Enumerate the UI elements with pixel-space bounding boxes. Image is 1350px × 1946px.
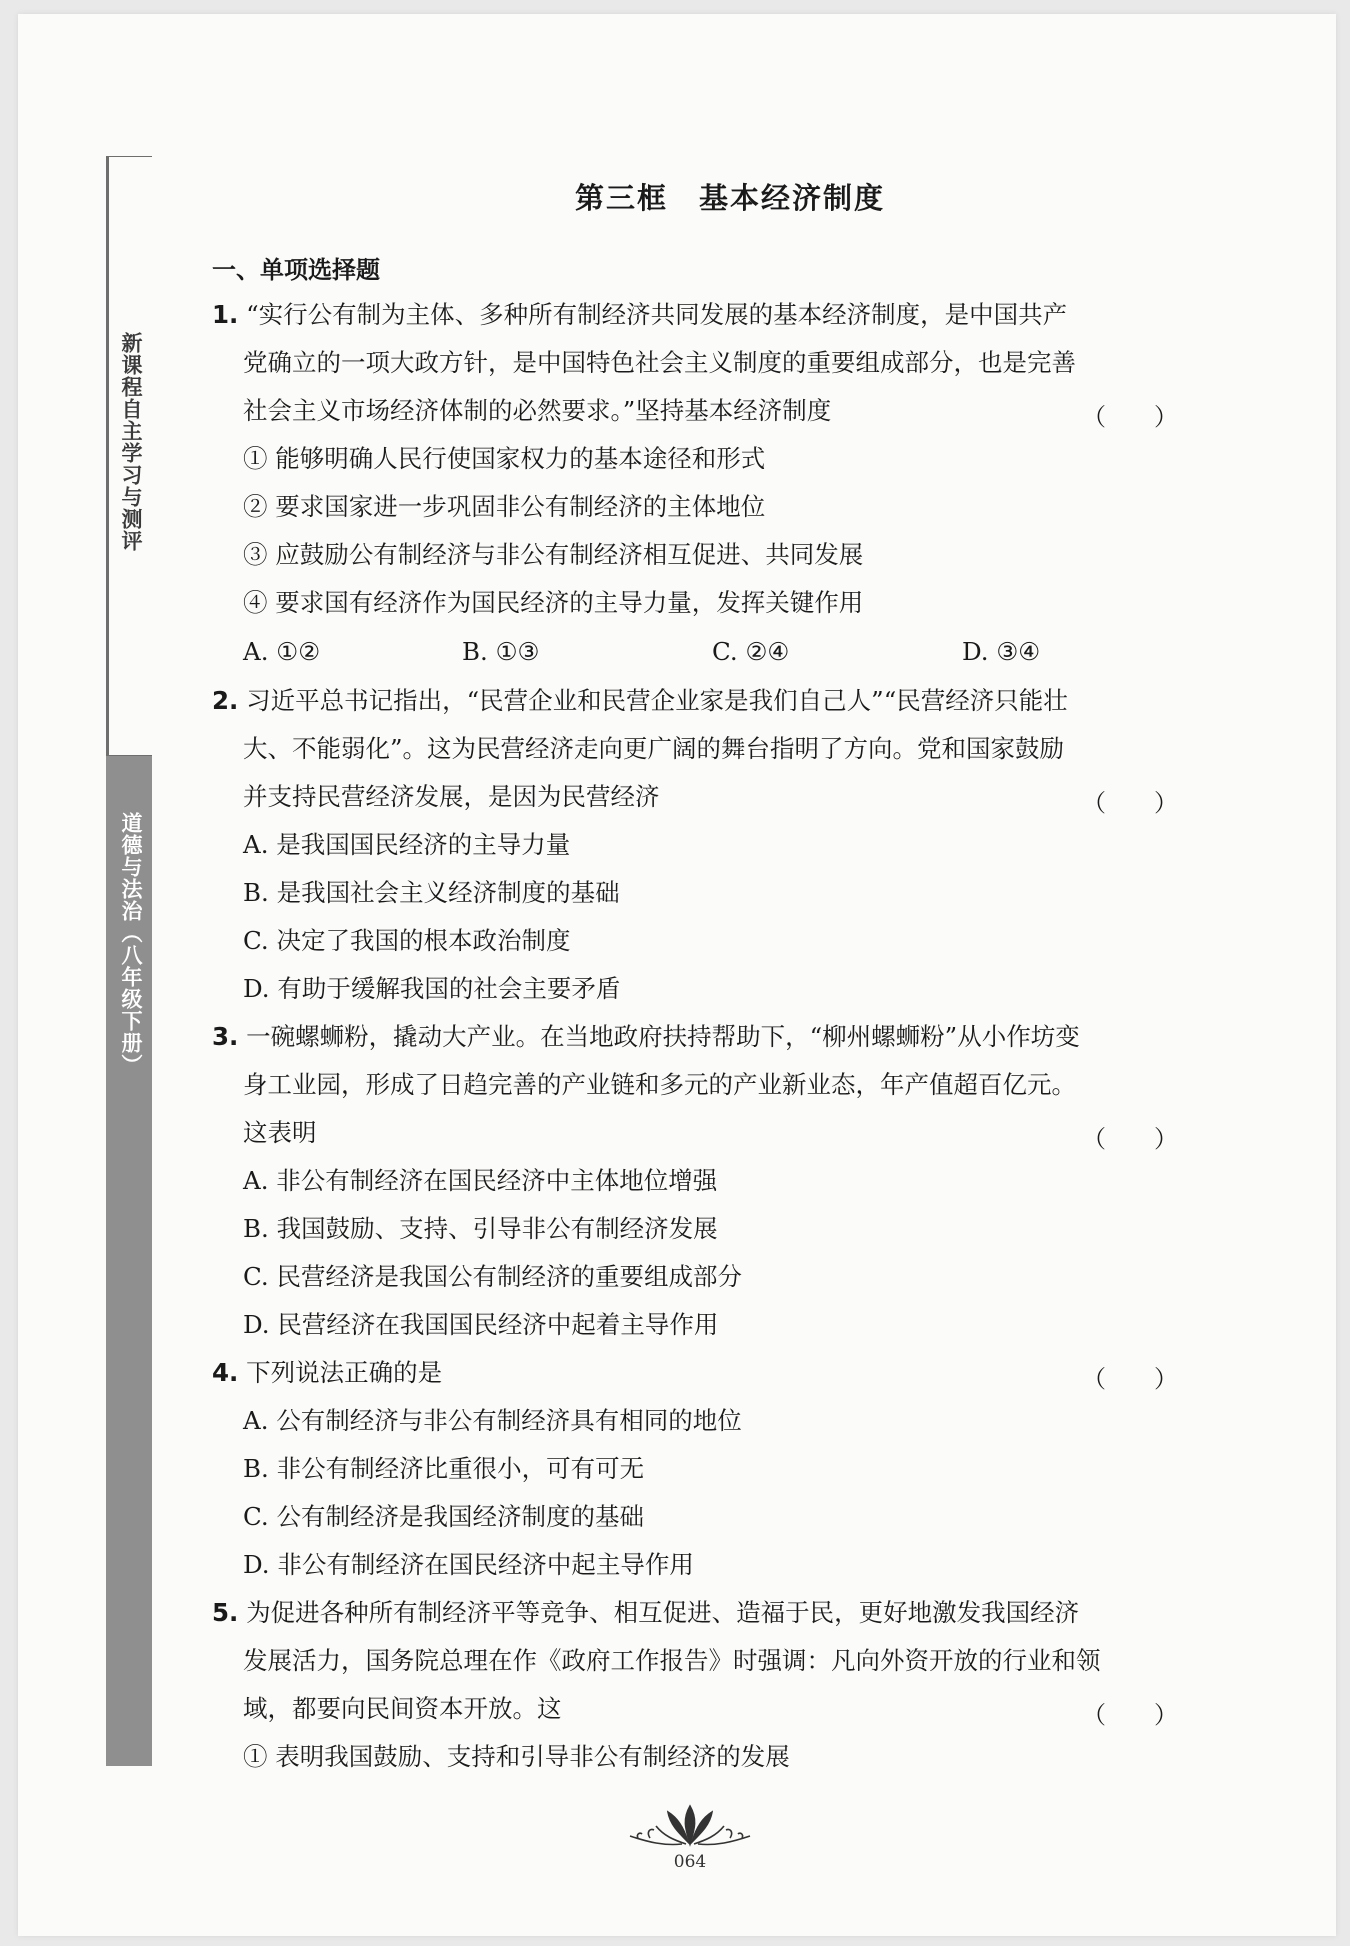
question-5-line-3: 域，都要向民间资本开放。这	[243, 1694, 562, 1723]
question-2-line-3: 并支持民营经济发展，是因为民营经济	[243, 782, 660, 811]
floral-ornament-icon	[620, 1800, 760, 1850]
question-1-number: 1.	[212, 300, 239, 329]
question-3-choice-d: D. 民营经济在我国国民经济中起着主导作用	[243, 1310, 719, 1339]
question-3-choice-c: C. 民营经济是我国公有制经济的重要组成部分	[243, 1262, 742, 1291]
question-3-line-1: 3. 一碗螺蛳粉，撬动大产业。在当地政府扶持帮助下，“柳州螺蛳粉”从小作坊变	[212, 1022, 1080, 1051]
question-1-item-1: ① 能够明确人民行使国家权力的基本途径和形式	[243, 444, 766, 473]
question-5-line-2: 发展活力，国务院总理在作《政府工作报告》时强调：凡向外资开放的行业和领	[243, 1646, 1101, 1675]
answer-bracket: （ ）	[1082, 1701, 1178, 1729]
question-3-number: 3.	[212, 1022, 239, 1051]
page-number: 064	[673, 1852, 707, 1872]
question-1-item-3: ③ 应鼓励公有制经济与非公有制经济相互促进、共同发展	[243, 540, 864, 569]
question-1-line-3: 社会主义市场经济体制的必然要求。”坚持基本经济制度	[243, 396, 832, 425]
question-2-choice-c: C. 决定了我国的根本政治制度	[243, 926, 571, 955]
question-1-choice-b: B. ①③	[462, 637, 540, 666]
question-1-line-1: 1. “实行公有制为主体、多种所有制经济共同发展的基本经济制度，是中国共产	[212, 300, 1068, 329]
question-3-choice-a: A. 非公有制经济在国民经济中主体地位增强	[243, 1166, 718, 1195]
question-4-line-1: 4. 下列说法正确的是	[212, 1358, 443, 1387]
question-2-line-2: 大、不能弱化”。这为民营经济走向更广阔的舞台指明了方向。党和国家鼓励	[243, 734, 1065, 763]
answer-bracket: （ ）	[1082, 1125, 1178, 1153]
question-5-item-1: ① 表明我国鼓励、支持和引导非公有制经济的发展	[243, 1742, 790, 1771]
question-2-line-1: 2. 习近平总书记指出，“民营企业和民营企业家是我们自己人”“民营经济只能壮	[212, 686, 1068, 715]
question-4-number: 4.	[212, 1358, 239, 1387]
question-1-line-2: 党确立的一项大政方针，是中国特色社会主义制度的重要组成部分，也是完善	[243, 348, 1076, 377]
question-4-choice-d: D. 非公有制经济在国民经济中起主导作用	[243, 1550, 694, 1579]
question-2-choice-b: B. 是我国社会主义经济制度的基础	[243, 878, 620, 907]
section-heading: 一、单项选择题	[212, 256, 380, 284]
question-2-choice-d: D. 有助于缓解我国的社会主要矛盾	[243, 974, 621, 1003]
question-1-choice-d: D. ③④	[962, 637, 1041, 666]
question-1-choice-c: C. ②④	[712, 637, 790, 666]
question-3-line-2: 身工业园，形成了日趋完善的产业链和多元的产业新业态，年产值超百亿元。	[243, 1070, 1076, 1099]
question-4-choice-a: A. 公有制经济与非公有制经济具有相同的地位	[243, 1406, 742, 1435]
page-title: 第三框 基本经济制度	[574, 181, 885, 215]
side-tab-subject-title: 道德与法治（八年级下册）	[119, 812, 143, 1076]
question-5-number: 5.	[212, 1598, 239, 1627]
question-1-item-4: ④ 要求国有经济作为国民经济的主导力量，发挥关键作用	[243, 588, 864, 617]
side-tab-series-title: 新课程自主学习与测评	[119, 332, 143, 552]
question-3-line-3: 这表明	[243, 1118, 317, 1147]
question-1-item-2: ② 要求国家进一步巩固非公有制经济的主体地位	[243, 492, 766, 521]
answer-bracket: （ ）	[1082, 789, 1178, 817]
question-2-choice-a: A. 是我国国民经济的主导力量	[243, 830, 571, 859]
answer-bracket: （ ）	[1082, 403, 1178, 431]
question-5-line-1: 5. 为促进各种所有制经济平等竞争、相互促进、造福于民，更好地激发我国经济	[212, 1598, 1080, 1627]
question-4-choice-c: C. 公有制经济是我国经济制度的基础	[243, 1502, 644, 1531]
question-1-choice-a: A. ①②	[243, 637, 321, 666]
question-2-number: 2.	[212, 686, 239, 715]
question-4-choice-b: B. 非公有制经济比重很小，可有可无	[243, 1454, 645, 1483]
answer-bracket: （ ）	[1082, 1365, 1178, 1393]
question-3-choice-b: B. 我国鼓励、支持、引导非公有制经济发展	[243, 1214, 718, 1243]
